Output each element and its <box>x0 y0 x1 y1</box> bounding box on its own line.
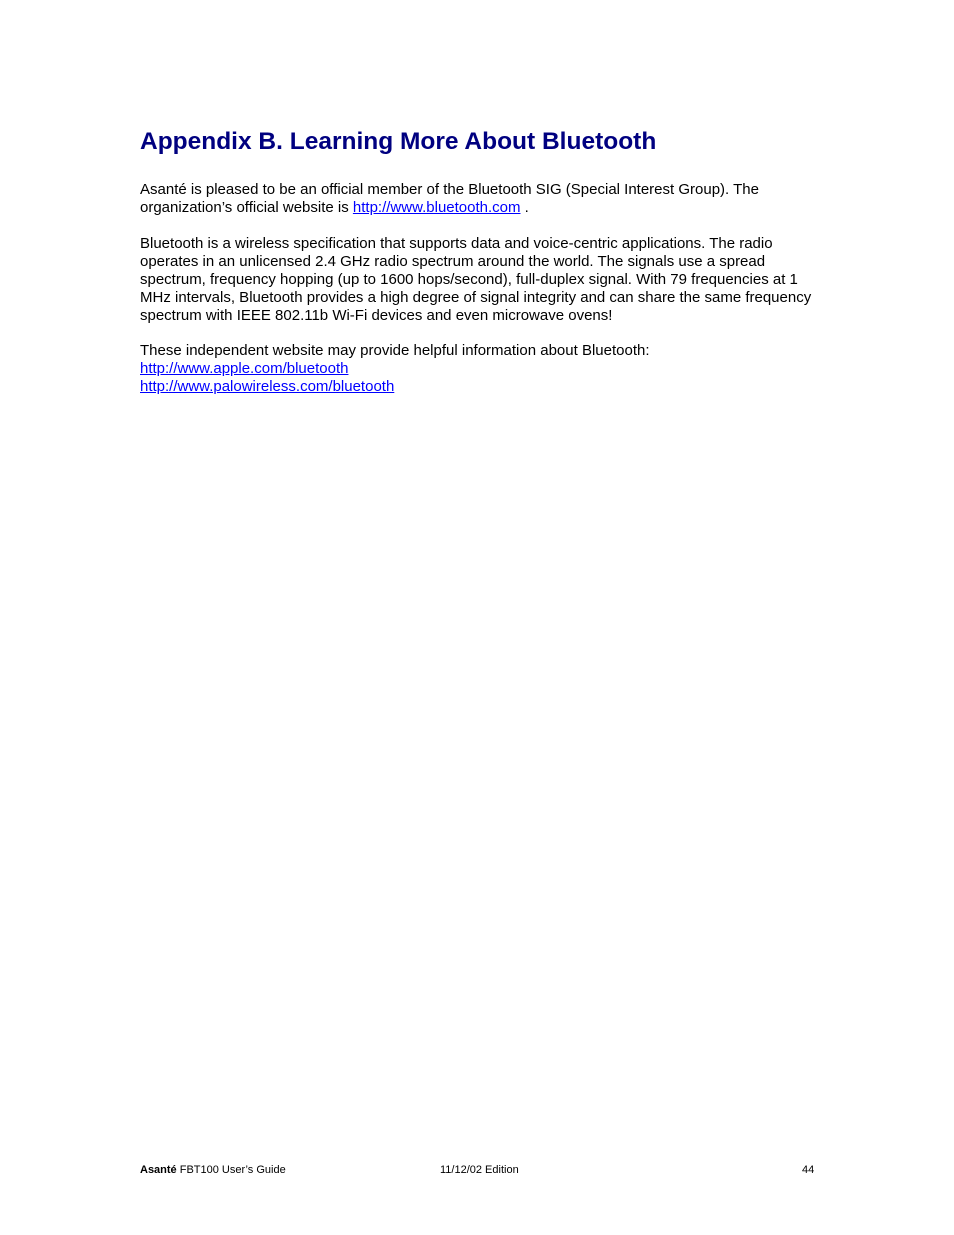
footer-edition: 11/12/02 Edition <box>440 1164 519 1176</box>
resources-intro: These independent website may provide helpful information about Bluetooth: <box>140 342 650 359</box>
description-paragraph <box>140 235 860 325</box>
resource-link-row <box>140 360 860 378</box>
description-line: operates in an unlicensed 2.4 GHz radio spectrum around the world. The signals use a spread <box>140 253 766 270</box>
intro-line-2 <box>140 199 860 217</box>
intro-line-2-prefix: organization’s official website is <box>140 199 353 216</box>
description-line: MHz intervals, Bluetooth provides a high degree of signal integrity and can share the same frequency <box>140 289 812 306</box>
resource-link-row <box>140 378 860 396</box>
intro-line-1: Asanté is pleased to be an official member of the Bluetooth SIG (Special Interest Group). The <box>140 181 759 198</box>
bluetooth-website-link[interactable]: http://www.bluetooth.com <box>352 199 521 216</box>
description-line: spectrum, frequency hopping (up to 1600 hops/second), full-duplex signal. With 79 frequencies at 1 <box>140 271 798 288</box>
description-line: Bluetooth is a wireless specification that supports data and voice-centric applications. The radio <box>140 235 773 252</box>
footer-brand: Asanté <box>140 1164 177 1176</box>
intro-paragraph <box>140 181 860 217</box>
apple-bluetooth-link[interactable]: http://www.apple.com/bluetooth <box>140 360 349 377</box>
description-line: spectrum with IEEE 802.11b Wi-Fi devices and even microwave ovens! <box>140 307 613 324</box>
resources-paragraph <box>140 342 860 396</box>
footer-guide-name: FBT100 User’s Guide <box>176 1164 286 1176</box>
intro-line-2-suffix: . <box>520 199 529 216</box>
footer-page-number: 44 <box>802 1164 815 1176</box>
footer-guide-title <box>140 1164 286 1177</box>
palowireless-bluetooth-link[interactable]: http://www.palowireless.com/bluetooth <box>140 378 395 395</box>
page-title: Appendix B. Learning More About Bluetooth <box>140 128 657 155</box>
